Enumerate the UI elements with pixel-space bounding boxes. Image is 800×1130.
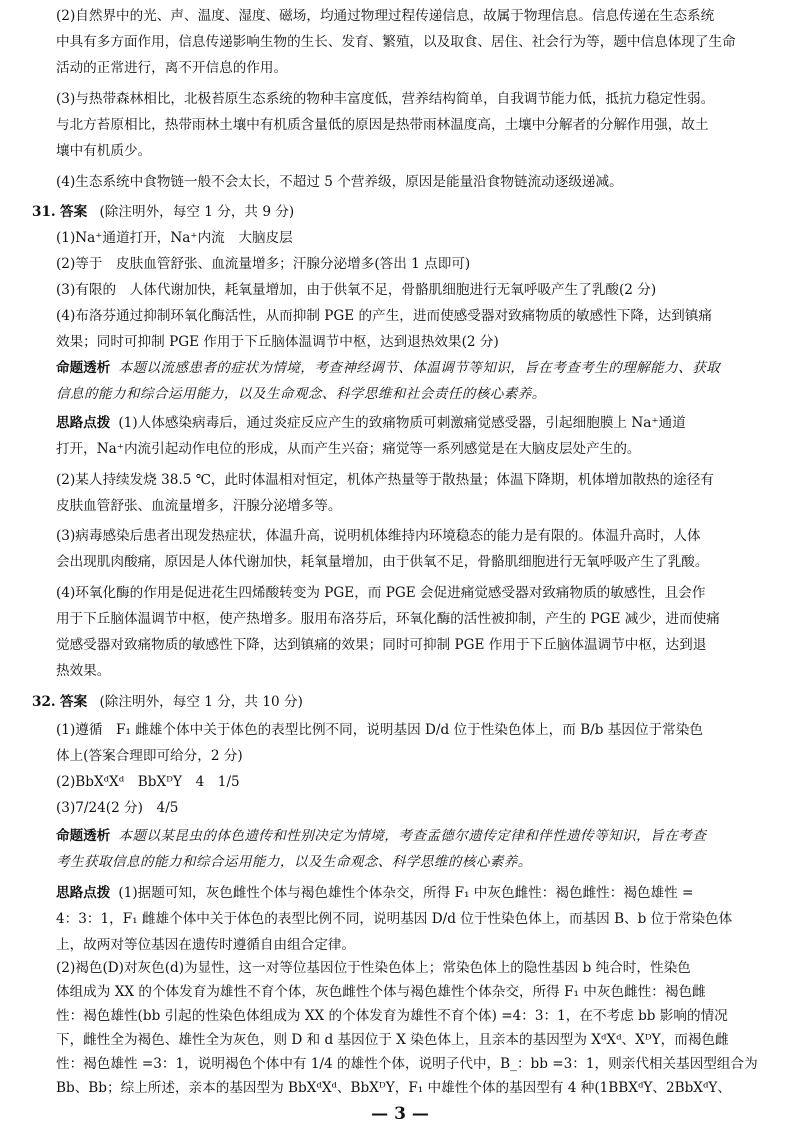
q31-hint3-line2: 会出现肌肉酸痛，原因是人体代谢加快，耗氧量增加，由于供氧不足，骨骼肌细胞进行无氧呼吸产生了乳酸。: [56, 554, 709, 570]
q31-answer-4-line1: (4)布洛芬通过抑制环氧化酶活性，从而抑制 PGE 的产生，进而使感受器对致痛物质的敏感性下降，达到镇痛: [56, 308, 712, 324]
q31-header: [32, 202, 294, 222]
q30-p3-line1: (3)与热带森林相比，北极苔原生态系统的物种丰富度低，营养结构简单，自我调节能力低，抵抗力稳定性弱。: [56, 91, 715, 107]
q32-intent-line2: 考生获取信息的能力和综合运用能力，以及生命观念、科学思维的核心素养。: [56, 854, 532, 870]
q32-hint1-line1: [56, 883, 693, 903]
q30-p4: (4)生态系统中食物链一般不会太长，不超过 5 个营养级，原因是能量沿食物链流动逐级递减。: [56, 174, 623, 190]
q31-intent-label: 命题透析: [56, 360, 111, 376]
q32-intent-label: 命题透析: [56, 828, 111, 844]
q32-hint2-line1: (2)褐色(D)对灰色(d)为显性，这一对等位基因位于性染色体上；常染色体上的隐性基因 b 纯合时，性染色: [56, 960, 691, 976]
q31-hint4-line1: (4)环氧化酶的作用是促进花生四烯酸转变为 PGE，而 PGE 会促进痛觉感受器对致痛物质的敏感性，且会作: [56, 585, 706, 601]
q31-note: (除注明外，每空 1 分，共 9 分): [99, 204, 295, 220]
q32-answer-label: 答案: [59, 694, 88, 710]
q31-hint4-line4: 热效果。: [56, 663, 111, 679]
q31-intent-line1: [56, 358, 720, 378]
page-number: — 3 —: [371, 1104, 429, 1124]
q31-hint2-line2: 皮肤血管舒张、血流量增多，汗腺分泌增多等。: [56, 498, 342, 514]
q31-answer-1: (1)Na⁺通道打开，Na⁺内流 大脑皮层: [56, 230, 293, 246]
q31-hint4-line3: 觉感受器对致痛物质的敏感性下降，达到镇痛的效果；同时可抑制 PGE 作用于下丘脑体温调节中枢，达到退: [56, 637, 707, 653]
q31-answer-3: (3)有限的 人体代谢加快，耗氧量增加，由于供氧不足，骨骼肌细胞进行无氧呼吸产生了乳酸(2 分): [56, 282, 657, 298]
q32-hint1-line2: 4：3：1，F₁ 雌雄个体中关于体色的表型比例不同，说明基因 D/d 位于性染色体上，而基因 B、b 位于常染色体: [56, 911, 733, 927]
q32-hint1-text1: (1)据题可知，灰色雌性个体与褐色雄性个体杂交，所得 F₁ 中灰色雌性：褐色雌性：褐色雄性 =: [118, 885, 694, 901]
q31-hint1-text1: (1)人体感染病毒后，通过炎症反应产生的致痛物质可刺激痛觉感受器，引起细胞膜上 Na⁺通道: [118, 415, 686, 431]
q31-answer-4-line2: 效果；同时可抑制 PGE 作用于下丘脑体温调节中枢，达到退热效果(2 分): [56, 334, 499, 350]
q32-intent-line1: [56, 826, 706, 846]
q32-answer-1-line2: 体上(答案合理即可给分，2 分): [56, 748, 243, 764]
q31-hint-label: 思路点拨: [56, 415, 111, 431]
q32-number: 32.: [32, 694, 56, 710]
q31-intent-text1: 本题以流感患者的症状为情境，考查神经调节、体温调节等知识，旨在考查考生的理解能力、获取: [118, 360, 721, 376]
q30-p3-line3: 壤中有机质少。: [56, 143, 152, 159]
q32-answer-3: (3)7/24(2 分) 4/5: [56, 800, 179, 816]
q32-hint2-line3: 性：褐色雄性(bb 引起的性染色体组成为 XX 的个体发育为雄性不育个体) =4：3：1，在不考虑 bb 影响的情况: [56, 1008, 728, 1024]
q32-answer-1-line1: (1)遵循 F₁ 雌雄个体中关于体色的表型比例不同，说明基因 D/d 位于性染色体上，而 B/b 基因位于常染色: [56, 722, 703, 738]
q32-hint2-line6: Bb、Bb；综上所述，亲本的基因型为 BbXᵈXᵈ、BbXᴰY，F₁ 中雄性个体的基因型有 4 种(1BBXᵈY、2BbXᵈY、: [56, 1080, 731, 1096]
q31-hint2-line1: (2)某人持续发烧 38.5 ℃，此时体温相对恒定，机体产热量等于散热量；体温下降期，机体增加散热的途径有: [56, 472, 714, 488]
q32-hint2-line2: 体组成为 XX 的个体发育为雄性不育个体，灰色雌性个体与褐色雄性个体杂交，所得 F₁ 中灰色雌性：褐色雌: [56, 984, 706, 1000]
q31-hint1-line2: 打开，Na⁺内流引起动作电位的形成，从而产生兴奋；痛觉等一系列感觉是在大脑皮层处产生的。: [56, 441, 641, 457]
q32-intent-text1: 本题以某昆虫的体色遗传和性别决定为情境，考查孟德尔遗传定律和伴性遗传等知识，旨在考查: [118, 828, 707, 844]
q30-p3-line2: 与北方苔原相比，热带雨林土壤中有机质含量低的原因是热带雨林温度高，土壤中分解者的分解作用强，故土: [56, 117, 709, 133]
q32-note: (除注明外，每空 1 分，共 10 分): [99, 694, 303, 710]
q30-p2-line3: 活动的正常进行，离不开信息的作用。: [56, 60, 288, 76]
q32-hint2-line5: 性：褐色雄性 =3：1，说明褐色个体中有 1/4 的雄性个体，说明子代中，B_：bb =3：1，则亲代相关基因型组合为: [56, 1056, 758, 1072]
q31-answer-label: 答案: [59, 204, 88, 220]
q30-p2-line2: 中具有多方面作用，信息传递影响生物的生长、发育、繁殖，以及取食、居住、社会行为等，题中信息体现了生命: [56, 34, 736, 50]
q32-hint-label: 思路点拨: [56, 885, 111, 901]
q31-hint4-line2: 用于下丘脑体温调节中枢，使产热增多。服用布洛芬后，环氧化酶的活性被抑制，产生的 PGE 减少，进而使痛: [56, 611, 720, 627]
q31-hint3-line1: (3)病毒感染后患者出现发热症状，体温升高，说明机体维持内环境稳态的能力是有限的。体温升高时，人体: [56, 528, 701, 544]
q32-hint1-line3: 上，故两对等位基因在遗传时遵循自由组合定律。: [56, 937, 356, 953]
q32-answer-2: (2)BbXᵈXᵈ BbXᴰY 4 1/5: [56, 774, 240, 790]
q31-number: 31.: [32, 204, 56, 220]
q32-header: [32, 692, 303, 712]
q31-intent-line2: 信息的能力和综合运用能力，以及生命观念、科学思维和社会责任的核心素养。: [56, 386, 546, 402]
q30-p2-line1: (2)自然界中的光、声、温度、湿度、磁场，均通过物理过程传递信息，故属于物理信息。信息传递在生态系统: [56, 8, 715, 24]
q31-hint1-line1: [56, 413, 686, 433]
q31-answer-2: (2)等于 皮肤血管舒张、血流量增多；汗腺分泌增多(答出 1 点即可): [56, 256, 471, 272]
q32-hint2-line4: 下，雌性全为褐色、雄性全为灰色，则 D 和 d 基因位于 X 染色体上，且亲本的基因型为 XᵈXᵈ、XᴰY，而褐色雌: [56, 1032, 729, 1048]
